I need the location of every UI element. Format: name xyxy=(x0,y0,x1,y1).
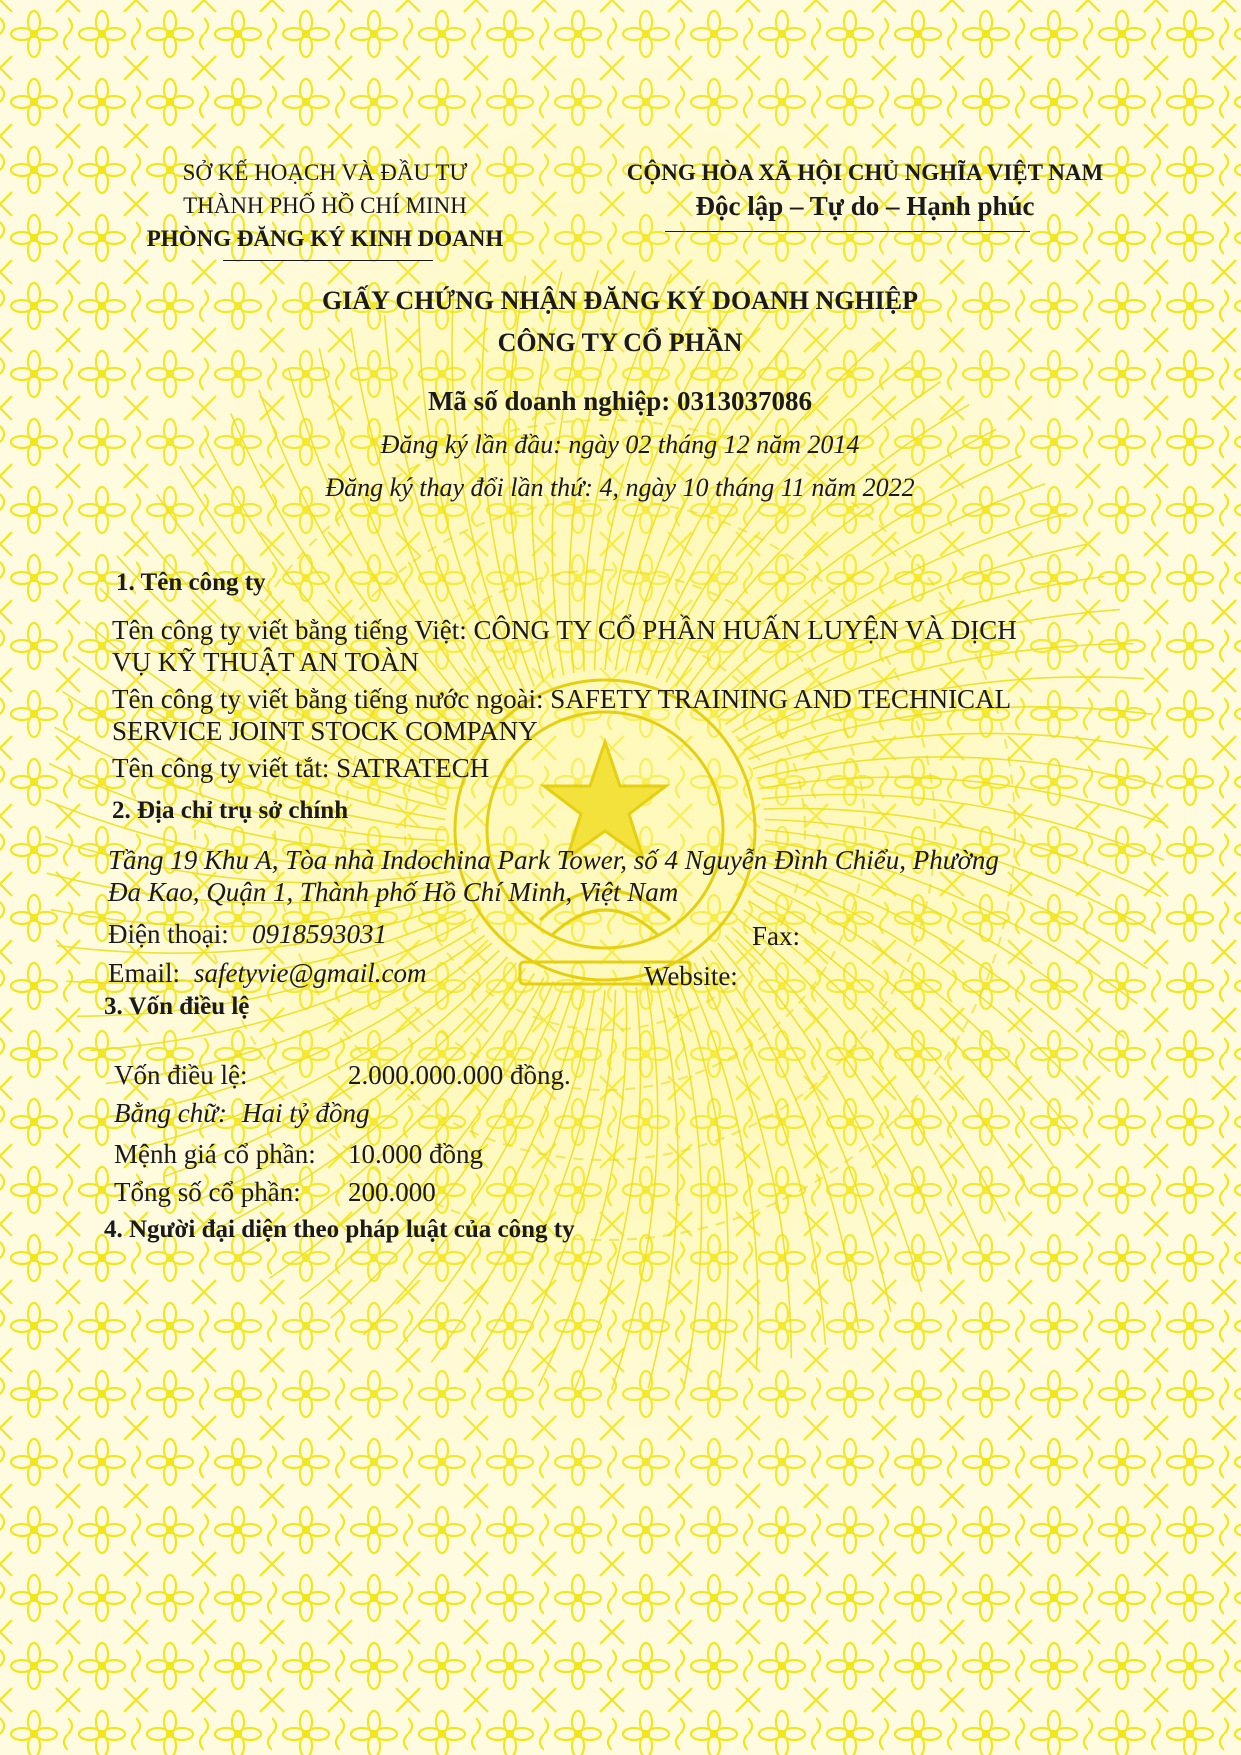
total-shares-value: 200.000 xyxy=(348,1177,436,1207)
fax-label: Fax: xyxy=(752,921,801,951)
address-line1: Tầng 19 Khu A, Tòa nhà Indochina Park Tower, số 4 Nguyễn Đình Chiểu, Phường xyxy=(108,845,999,875)
section-3-heading: 3. Vốn điều lệ xyxy=(104,993,250,1020)
total-shares-label: Tổng số cổ phần: xyxy=(114,1177,301,1207)
first-registration-date: Đăng ký lần đầu: ngày 02 tháng 12 năm 2014 xyxy=(380,430,860,459)
section-1-heading: 1. Tên công ty xyxy=(116,569,266,596)
header-right-underline xyxy=(665,231,1030,232)
enterprise-code: Mã số doanh nghiệp: 0313037086 xyxy=(427,386,813,416)
issuer-department: SỞ KẾ HOẠCH VÀ ĐẦU TƯ xyxy=(182,160,468,185)
phone-value: 0918593031 xyxy=(252,919,387,949)
document-subtitle: CÔNG TY CỔ PHẦN xyxy=(497,328,743,357)
company-short-name: Tên công ty viết tắt: SATRATECH xyxy=(112,753,490,783)
issuer-city: THÀNH PHỐ HỒ CHÍ MINH xyxy=(183,193,467,218)
email-value: safetyvie@gmail.com xyxy=(194,958,427,988)
section-4-heading: 4. Người đại diện theo pháp luật của công ty xyxy=(104,1216,575,1243)
country-name: CỘNG HÒA XÃ HỘI CHỦ NGHĨA VIỆT NAM xyxy=(626,160,1104,185)
company-name-vn-line1: Tên công ty viết bằng tiếng Việt: CÔNG TY CỔ PHẦN HUẤN LUYỆN VÀ DỊCH xyxy=(112,615,1017,645)
par-value: 10.000 đồng xyxy=(348,1139,483,1169)
change-registration-date: Đăng ký thay đổi lần thứ: 4, ngày 10 tháng 11 năm 2022 xyxy=(325,473,915,502)
capital-in-words-value: Hai tỷ đồng xyxy=(242,1098,370,1128)
company-name-foreign-line2: SERVICE JOINT STOCK COMPANY xyxy=(112,716,538,746)
document-title: GIẤY CHỨNG NHẬN ĐĂNG KÝ DOANH NGHIỆP xyxy=(321,286,919,315)
website-label: Website: xyxy=(644,961,738,991)
capital-label: Vốn điều lệ: xyxy=(114,1060,248,1090)
section-2-heading: 2. Địa chỉ trụ sở chính xyxy=(112,797,349,824)
company-name-foreign-line1: Tên công ty viết bằng tiếng nước ngoài: SAFETY TRAINING AND TECHNICAL xyxy=(112,684,1012,714)
company-name-vn-line2: VỤ KỸ THUẬT AN TOÀN xyxy=(112,647,420,677)
capital-value: 2.000.000.000 đồng. xyxy=(348,1060,571,1090)
par-value-label: Mệnh giá cổ phần: xyxy=(114,1139,316,1169)
header-left-underline xyxy=(223,260,433,261)
email-label: Email: xyxy=(108,958,180,988)
issuer-office: PHÒNG ĐĂNG KÝ KINH DOANH xyxy=(146,226,504,251)
national-motto: Độc lập – Tự do – Hạnh phúc xyxy=(695,191,1035,221)
capital-in-words-label: Bằng chữ: xyxy=(114,1098,227,1128)
phone-label: Điện thoại: xyxy=(108,919,229,949)
address-line2: Đa Kao, Quận 1, Thành phố Hồ Chí Minh, Việt Nam xyxy=(108,877,679,907)
